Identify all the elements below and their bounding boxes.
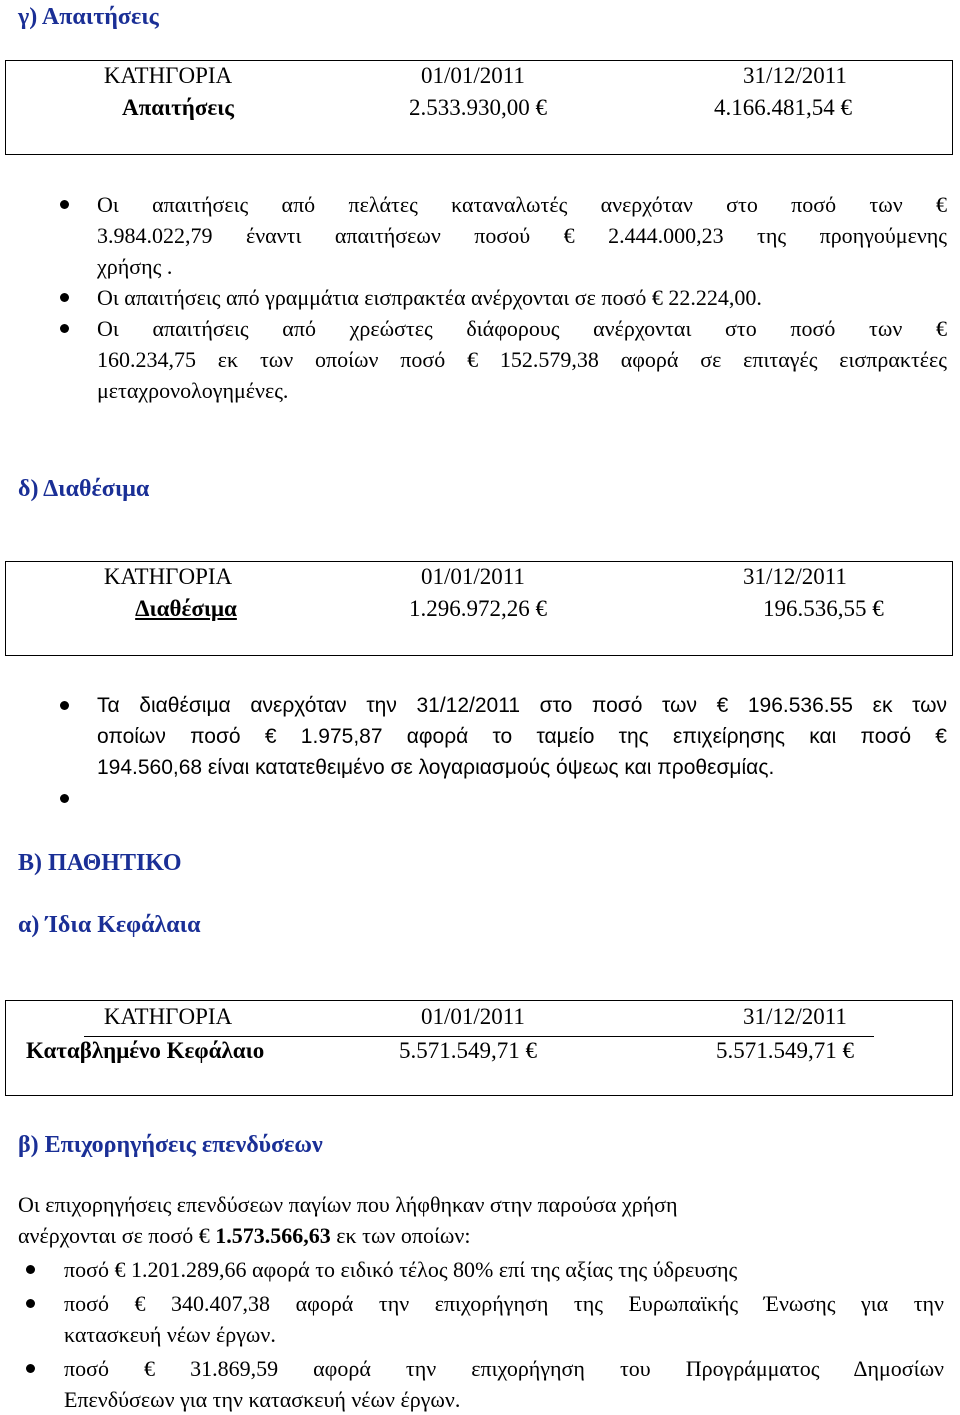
receivables-table [5, 60, 953, 155]
header-category: ΚΑΤΗΓΟΡΙΑ [103, 564, 233, 589]
section-title-equity: α) Ίδια Κεφάλαια [18, 912, 201, 938]
header-date-end: 31/12/2011 [743, 1004, 847, 1029]
bullet-text: Οι απαιτήσεις από πελάτες καταναλωτές ανερχόταν στο ποσό των € [97, 192, 947, 217]
list-item [97, 282, 947, 313]
grants-paragraph [18, 1189, 938, 1251]
bullet-icon [60, 200, 69, 209]
bullet-text: ποσό € 31.869,59 αφορά την επιχορήγηση του Προγράμματος Δημοσίων [64, 1356, 944, 1381]
euro-sign: € [842, 1038, 854, 1063]
paragraph-line [18, 1220, 938, 1251]
bullet-text: μεταχρονολογημένες. [97, 378, 289, 403]
bullet-text: Οι απαιτήσεις από γραμμάτια εισπρακτέα ανέρχονται σε ποσό € 22.224,00. [97, 285, 762, 310]
row-label: Διαθέσιμα [135, 596, 237, 621]
header-date-start: 01/01/2011 [421, 63, 525, 88]
list-item [64, 1288, 944, 1350]
row-label: Καταβλημένο Κεφάλαιο [26, 1038, 265, 1063]
header-category: ΚΑΤΗΓΟΡΙΑ [103, 63, 233, 88]
bullet-text: Επενδύσεων για την κατασκευή νέων έργων. [64, 1387, 461, 1412]
cash-table [5, 561, 953, 656]
paragraph-text: ανέρχονται σε ποσό € [18, 1223, 216, 1248]
bullet-icon [60, 701, 69, 710]
section-title-grants: β) Επιχορηγήσεις επενδύσεων [18, 1132, 323, 1158]
value-end: 4.166.481,54 [714, 95, 835, 120]
bullet-icon [26, 1265, 35, 1274]
paragraph-text: εκ των οποίων: [330, 1223, 471, 1248]
euro-sign: € [872, 596, 884, 621]
list-item [97, 690, 947, 783]
section-title-liabilities: Β) ΠΑΘΗΤΙΚΟ [18, 850, 182, 876]
euro-sign: € [535, 95, 547, 120]
table-divider [84, 1036, 874, 1037]
bullet-icon [26, 1299, 35, 1308]
table-row [6, 95, 952, 127]
bullet-text: Οι απαιτήσεις από χρεώστες διάφορους ανέρχονται στο ποσό των € [97, 316, 947, 341]
paragraph-line: Οι επιχορηγήσεις επενδύσεων παγίων που λήφθηκαν στην παρούσα χρήση [18, 1192, 678, 1217]
equity-table [5, 1000, 953, 1096]
section-title-cash-text: δ) Διαθέσιμα [18, 476, 150, 502]
header-date-start: 01/01/2011 [421, 564, 525, 589]
bullet-icon [60, 324, 69, 333]
bullet-text: ποσό € 1.201.289,66 αφορά το ειδικό τέλος 80% επί της αξίας της ύδρευσης [64, 1257, 738, 1282]
receivables-bullets [97, 189, 947, 406]
header-date-end: 31/12/2011 [743, 564, 847, 589]
list-item [64, 1254, 944, 1285]
bullet-text: οποίων ποσό € 1.975,87 αφορά το ταμείο της επιχείρησης και ποσό € [97, 725, 947, 748]
list-item [97, 189, 947, 282]
section-title-receivables: γ) Απαιτήσεις [18, 4, 159, 30]
cash-bullets [97, 690, 947, 814]
value-end: 5.571.549,71 [716, 1038, 837, 1063]
euro-sign: € [535, 596, 547, 621]
bullet-icon [60, 293, 69, 302]
list-item [64, 1353, 944, 1415]
bullet-icon [26, 1364, 35, 1373]
table-header-row [6, 1004, 952, 1036]
bullet-text: 194.560,68 είναι κατατεθειμένο σε λογαριασμούς όψεως και προθεσμίας. [97, 756, 775, 779]
euro-sign: € [840, 95, 852, 120]
value-start: 2.533.930,00 [409, 95, 530, 120]
table-header-row [6, 564, 952, 596]
grants-bullets [64, 1254, 944, 1415]
value-end: 196.536,55 [763, 596, 867, 621]
value-start: 5.571.549,71 [399, 1038, 520, 1063]
bullet-text: κατασκευή νέων έργων. [64, 1322, 276, 1347]
bullet-text: 3.984.022,79 έναντι απαιτήσεων ποσού € 2.444.000,23 της προηγούμενης [97, 223, 947, 248]
value-start: 1.296.972,26 [409, 596, 530, 621]
row-label: Απαιτήσεις [121, 95, 234, 120]
table-row [6, 1038, 952, 1070]
table-row [6, 596, 952, 628]
bullet-icon [60, 794, 69, 803]
header-date-end: 31/12/2011 [743, 63, 847, 88]
table-header-row [6, 63, 952, 95]
list-item [97, 783, 947, 814]
grants-total-amount: 1.573.566,63 [215, 1223, 331, 1248]
header-category: ΚΑΤΗΓΟΡΙΑ [103, 1004, 233, 1029]
list-item [97, 313, 947, 406]
bullet-text: ποσό € 340.407,38 αφορά την επιχορήγηση της Ευρωπαϊκής Ένωσης για την [64, 1291, 944, 1316]
bullet-text: 160.234,75 εκ των οποίων ποσό € 152.579,38 αφορά σε επιταγές εισπρακτέες [97, 347, 947, 372]
bullet-text: Τα διαθέσιμα ανερχόταν την 31/12/2011 στο ποσό των € 196.536.55 εκ των [97, 694, 947, 717]
bullet-text: χρήσης . [97, 254, 173, 279]
header-date-start: 01/01/2011 [421, 1004, 525, 1029]
section-title-cash [18, 474, 149, 504]
euro-sign: € [525, 1038, 537, 1063]
